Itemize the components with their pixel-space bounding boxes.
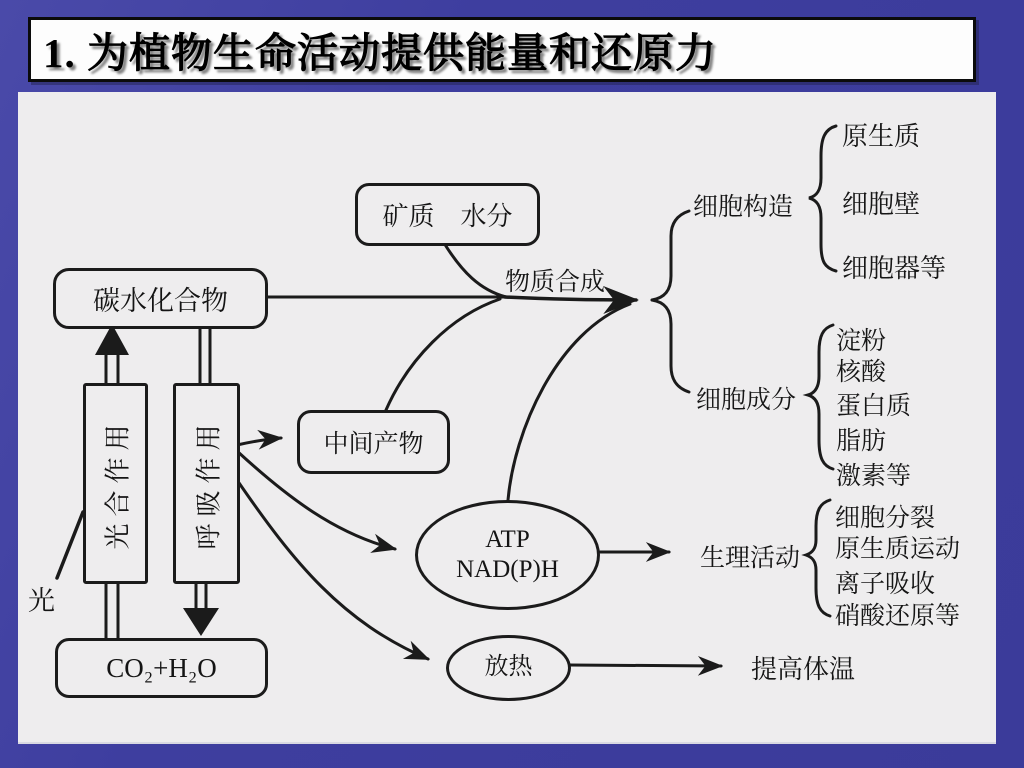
node-minerals-water-label: 矿质 水分 xyxy=(382,202,513,231)
node-intermediate-products xyxy=(297,410,450,474)
slide-title: 1. 为植物生命活动提供能量和还原力 xyxy=(43,30,717,76)
label-ion-absorption: 离子吸收 xyxy=(835,571,936,598)
node-photosynthesis xyxy=(83,383,148,584)
label-phys-activities: 生理活动 xyxy=(700,545,801,572)
node-co2-h2o xyxy=(55,638,268,698)
label-raise-body-temp: 提高体温 xyxy=(751,655,856,684)
nadph-label: NAD(P)H xyxy=(456,556,559,583)
label-cell-components: 细胞成分 xyxy=(696,387,797,414)
label-organelles: 细胞器等 xyxy=(842,254,947,283)
node-carbohydrates xyxy=(53,268,268,329)
node-heat-release xyxy=(446,635,571,701)
label-protoplasm-movement: 原生质运动 xyxy=(835,536,961,563)
node-respiration-label: 呼吸作用 xyxy=(194,417,224,550)
node-co2-h2o-label: CO₂+H₂O xyxy=(106,652,217,683)
node-heat-release-label: 放热 xyxy=(484,654,533,681)
label-nucleic-acid: 核酸 xyxy=(836,359,887,386)
node-atp-nadph xyxy=(415,500,600,610)
label-cell-wall: 细胞壁 xyxy=(842,190,921,219)
label-substance-synthesis: 物质合成 xyxy=(505,269,606,296)
node-intermediate-products-label: 中间产物 xyxy=(323,431,424,458)
node-respiration xyxy=(173,383,240,584)
node-photosynthesis-label: 光合作用 xyxy=(103,417,133,550)
label-hormones: 激素等 xyxy=(836,463,912,490)
atp-label: ATP xyxy=(485,525,530,553)
node-carbohydrates-label: 碳水化合物 xyxy=(93,286,228,316)
label-protein: 蛋白质 xyxy=(836,393,912,420)
title-bar xyxy=(28,17,976,82)
label-fat: 脂肪 xyxy=(836,428,887,455)
label-cell-structure: 细胞构造 xyxy=(693,194,794,221)
node-minerals-water xyxy=(355,183,540,246)
label-nitrate-reduction: 硝酸还原等 xyxy=(835,603,961,630)
label-protoplasm: 原生质 xyxy=(842,122,921,151)
label-cell-division: 细胞分裂 xyxy=(835,505,936,532)
label-light: 光 xyxy=(28,586,55,616)
label-starch: 淀粉 xyxy=(836,328,887,355)
